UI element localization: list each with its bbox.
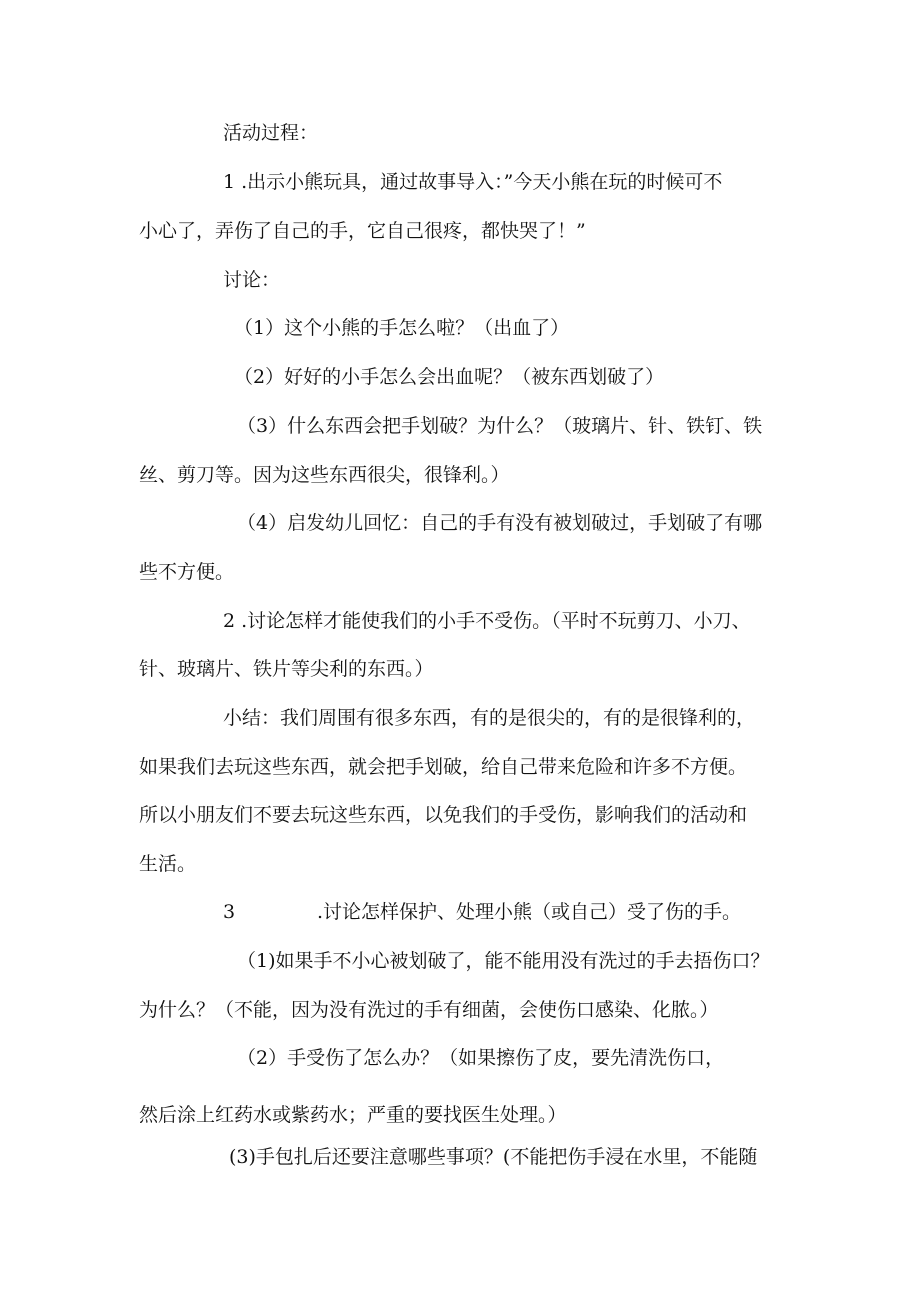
text-line: 些不方便。 <box>139 561 235 583</box>
text-line: 2 .讨论怎样才能使我们的小手不受伤。（平时不玩剪刀、小刀、 <box>223 610 751 632</box>
text-line: （1）这个小熊的手怎么啦？（出血了） <box>234 317 570 339</box>
text-line: （2）好好的小手怎么会出血呢？（被东西划破了） <box>234 366 665 388</box>
text-line: 针、玻璃片、铁片等尖利的东西。） <box>139 658 434 680</box>
text-line: 为什么？（不能，因为没有洗过的手有细菌，会使伤口感染、化脓。） <box>139 999 719 1021</box>
text-line: 讨论： <box>223 269 281 291</box>
text-line: （1)如果手不小心被划破了，能不能用没有洗过的手去捂伤口？ <box>237 950 770 972</box>
text-line: 所以小朋友们不要去玩这些东西，以免我们的手受伤，影响我们的活动和 <box>139 804 748 826</box>
text-line: 小结：我们周围有很多东西，有的是很尖的，有的是很锋利的， <box>223 707 756 729</box>
text-line: 1 .出示小熊玩具，通过故事导入：”今天小熊在玩的时候可不 <box>223 171 723 193</box>
text-line: 活动过程： <box>223 122 319 144</box>
text-line: 丝、剪刀等。因为这些东西很尖，很锋利。） <box>139 464 510 486</box>
text-line: (3)手包扎后还要注意哪些事项？(不能把伤手浸在水里，不能随 <box>229 1146 758 1168</box>
text-line: 如果我们去玩这些东西，就会把手划破，给自己带来危险和许多不方便。 <box>139 756 748 778</box>
text-line: 3 <box>223 901 236 923</box>
text-line: 然后涂上红药水或紫药水；严重的要找医生处理。） <box>139 1104 567 1126</box>
text-line: （2）手受伤了怎么办？（如果擦伤了皮，要先清洗伤口， <box>237 1047 725 1069</box>
text-line: .讨论怎样保护、处理小熊（或自己）受了伤的手。 <box>317 901 742 923</box>
text-line: 小心了，弄伤了自己的手，它自己很疼，都快哭了！” <box>139 220 586 242</box>
text-line: （4）启发幼儿回忆：自己的手有没有被划破过，手划破了有哪 <box>237 512 763 534</box>
text-line: （3）什么东西会把手划破？为什么？（玻璃片、针、铁钉、铁 <box>237 415 763 437</box>
text-line: 生活。 <box>139 853 197 875</box>
